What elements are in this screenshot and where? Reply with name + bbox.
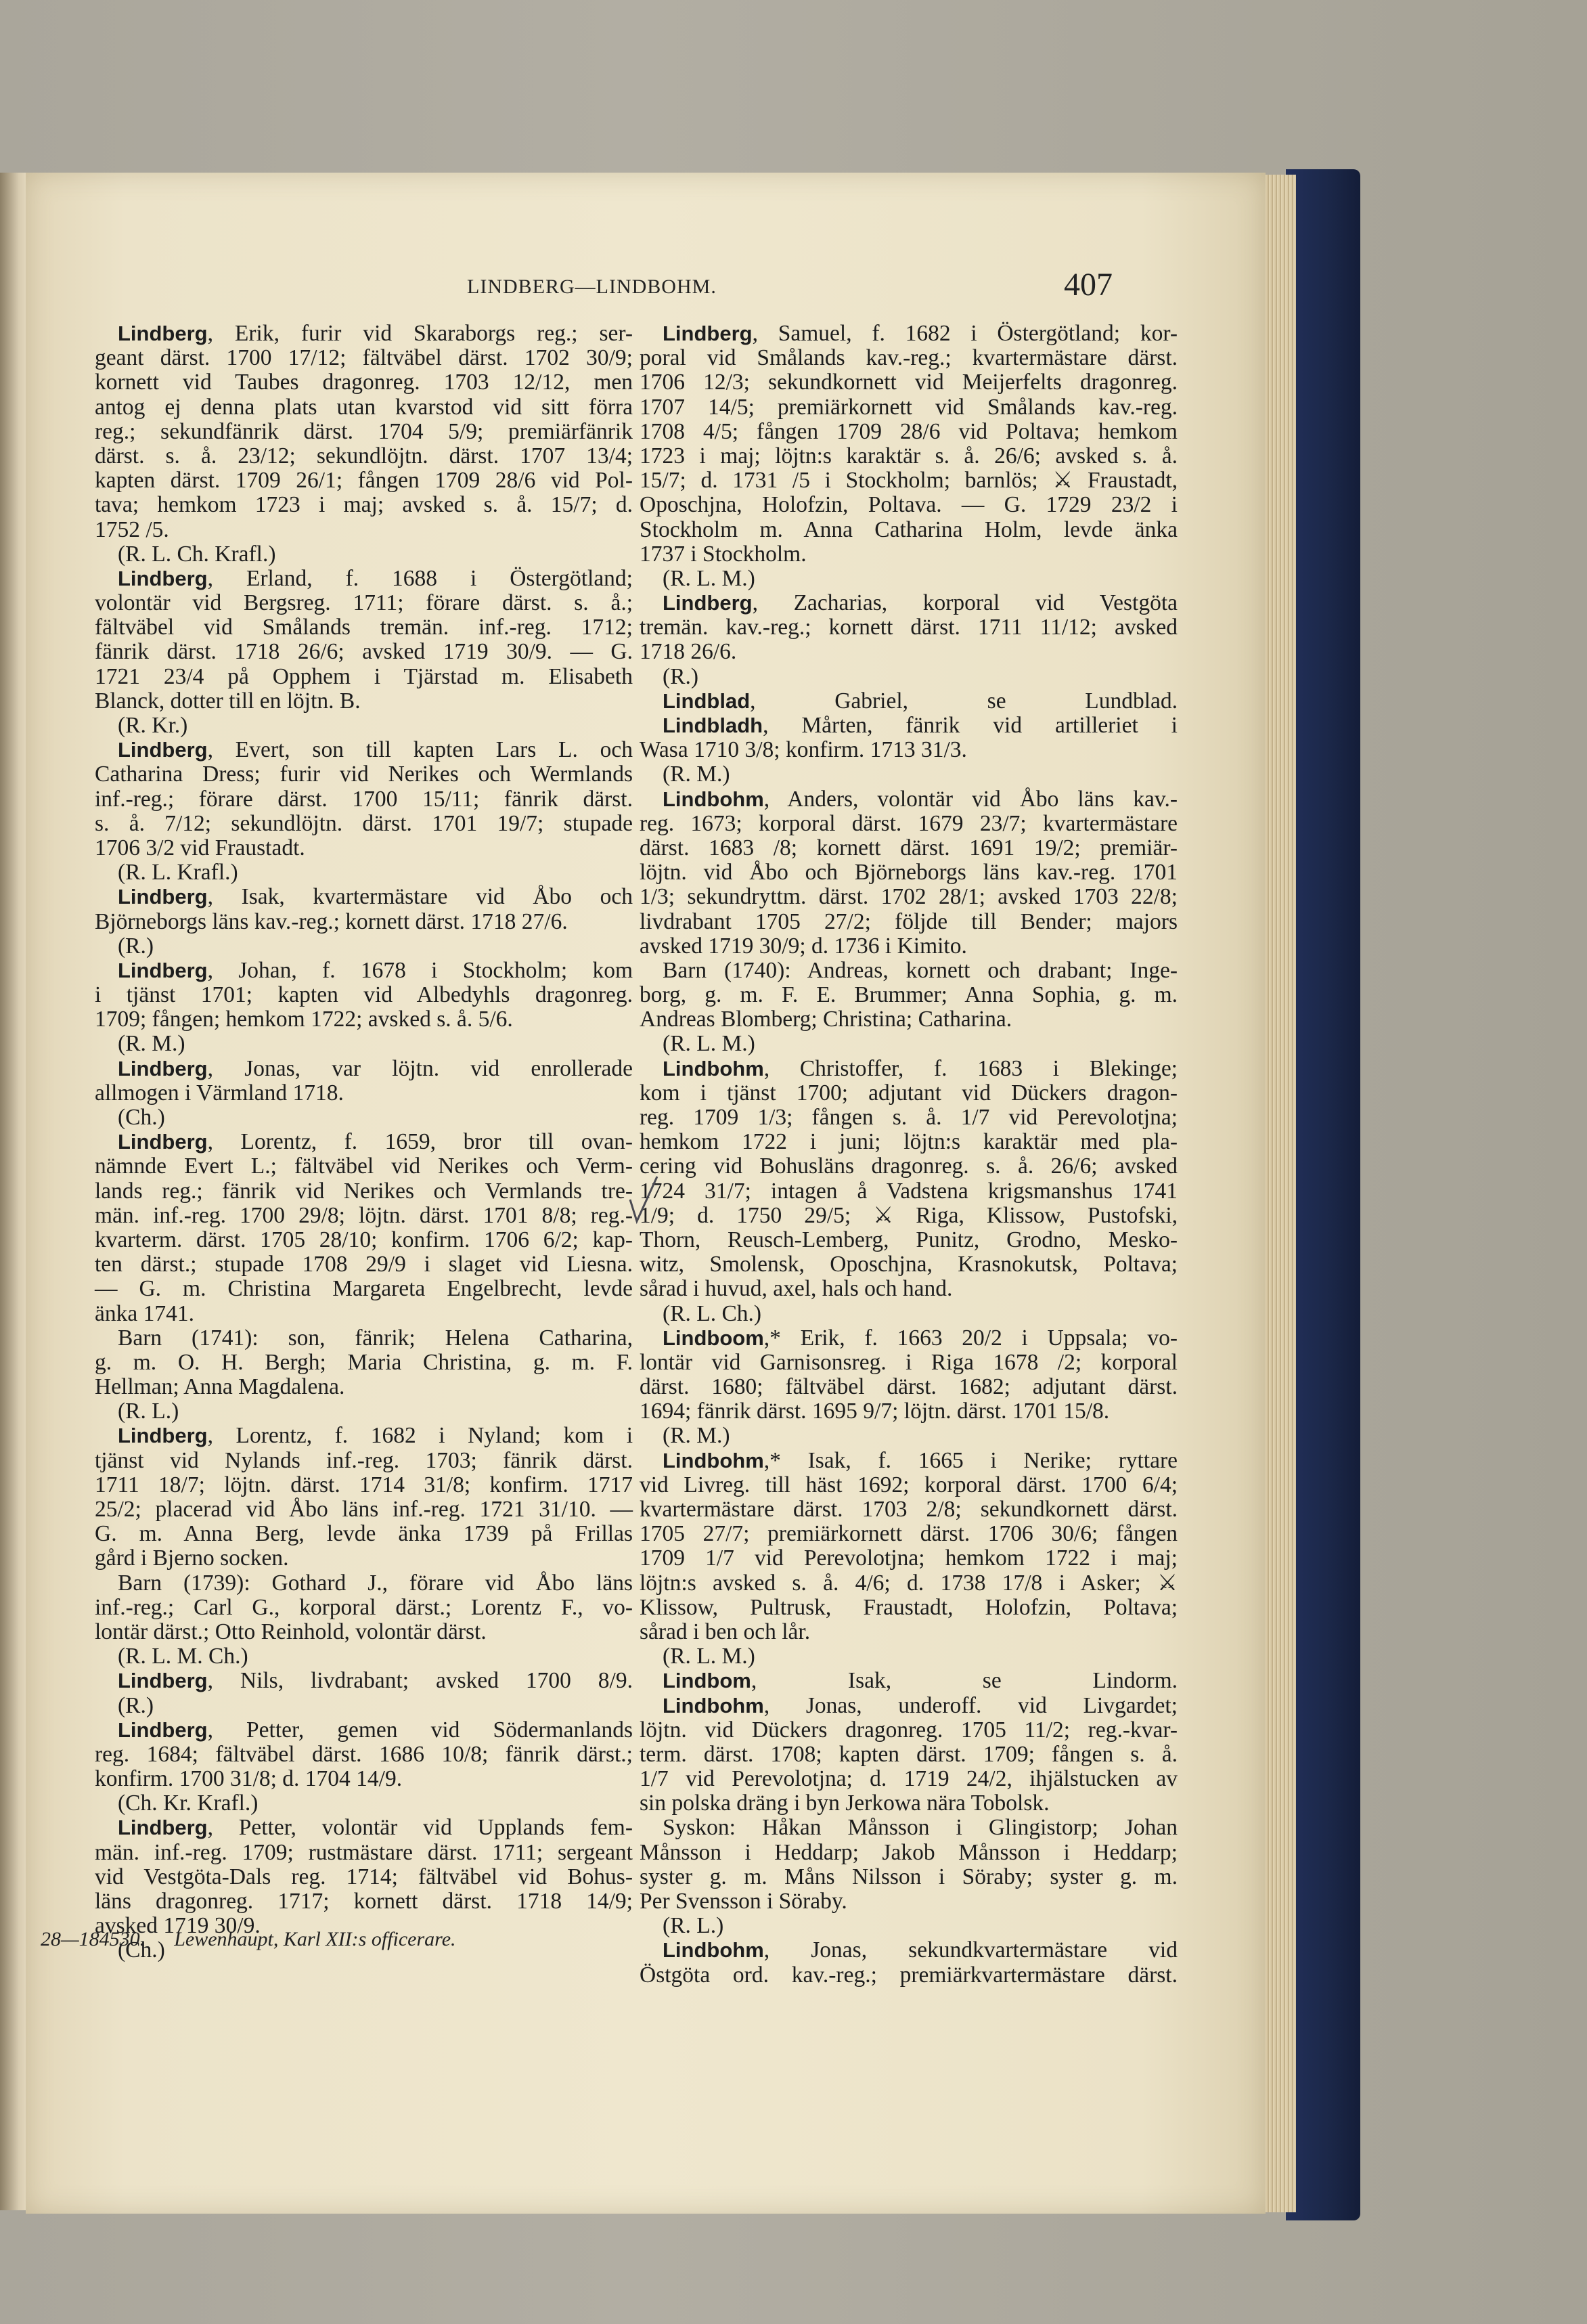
text-line: reg. 1709 1/3; fången s. å. 1/7 vid Perevolotjna; <box>640 1105 1178 1130</box>
entry-start-line: Lindberg, Petter, gemen vid Södermanlands <box>118 1717 633 1742</box>
entry-start-line: Lindberg, Petter, volontär vid Upplands fem- <box>118 1815 633 1841</box>
text-line: 1/7 vid Perevolotjna; d. 1719 24/2, ihjälstucken av <box>640 1766 1178 1792</box>
text-line: läns dragonreg. 1717; kornett därst. 1718 14/9; <box>95 1889 633 1914</box>
entry-start-line: Barn (1740): Andreas, kornett och drabant; Inge- <box>663 957 1178 983</box>
book-cover-edge <box>1286 169 1360 2220</box>
text-line: syster g. m. Måns Nilsson i Söraby; syster g. m. <box>640 1864 1178 1889</box>
text-line: 1709; fången; hemkom 1722; avsked s. å. 5/6. <box>95 1007 513 1032</box>
text-line: — G. m. Christina Margareta Engelbrecht, levde <box>95 1276 633 1302</box>
text-line: Hellman; Anna Magdalena. <box>95 1374 345 1400</box>
entry-start-line: Lindberg, Evert, son till kapten Lars L. och <box>118 737 633 763</box>
text-line: avsked 1719 30/9. <box>95 1913 261 1939</box>
entry-start-line: Lindblad, Gabriel, se Lundblad. <box>663 688 1178 714</box>
text-line: 1711 18/7; löjtn. därst. 1714 31/8; konfirm. 1717 <box>95 1472 633 1497</box>
text-line: 1/9; d. 1750 29/5; ⚔ Riga, Klissow, Pustofski, <box>640 1202 1178 1228</box>
text-line: (R. L. M.) <box>663 565 755 591</box>
text-line: Östgöta ord. kav.-reg.; premiärkvartermästare därst. <box>640 1962 1178 1988</box>
text-line: Thorn, Reusch-Lemberg, Punitz, Grodno, Mesko- <box>640 1227 1178 1252</box>
text-line: s. å. 7/12; sekundlöjtn. därst. 1701 19/7; stupade <box>95 810 633 836</box>
text-line: reg. 1673; korporal därst. 1679 23/7; kvartermästare <box>640 810 1178 836</box>
page-footer <box>41 1928 456 1951</box>
text-line: män. inf.-reg. 1700 29/8; löjtn. därst. 1701 8/8; reg.- <box>95 1202 633 1228</box>
text-line: vid Livreg. till häst 1692; korporal därst. 1700 6/4; <box>640 1472 1178 1497</box>
text-line: därst. 1683 /8; kornett därst. 1691 19/2; premiär- <box>640 835 1178 860</box>
text-line: (R. L. M.) <box>663 1031 755 1057</box>
text-line: i tjänst 1701; kapten vid Albedyhls dragonreg. <box>95 982 633 1008</box>
entry-start-line: Lindbladh, Mårten, fänrik vid artilleriet i <box>663 713 1178 738</box>
text-line: 1724 31/7; intagen å Vadstena krigsmanshus 1741 <box>640 1178 1178 1204</box>
text-line: tjänst vid Nylands inf.-reg. 1703; fänrik därst. <box>95 1447 633 1473</box>
text-line: (R. M.) <box>663 1423 730 1449</box>
text-line: 1709 1/7 vid Perevolotjna; hemkom 1722 i maj; <box>640 1545 1178 1571</box>
text-line: änka 1741. <box>95 1300 194 1326</box>
text-line: 1752 /5. <box>95 517 169 542</box>
text-line: fänrik därst. 1718 26/6; avsked 1719 30/9. — G. <box>95 639 633 665</box>
entry-start-line: Lindbom, Isak, se Lindorm. <box>663 1668 1178 1694</box>
text-line: witz, Smolensk, Oposchjna, Krasnokutsk, Poltava; <box>640 1252 1178 1277</box>
entry-start-line: Lindberg, Lorentz, f. 1682 i Nyland; kom i <box>118 1423 633 1449</box>
text-line: 1706 12/3; sekundkornett vid Meijerfelts dragonreg. <box>640 370 1178 395</box>
gutter <box>0 173 27 2210</box>
text-line: (R.) <box>118 933 154 959</box>
text-line: Catharina Dress; furir vid Nerikes och Wermlands <box>95 762 633 787</box>
text-line: (R. M.) <box>118 1031 185 1057</box>
text-line: inf.-reg.; förare därst. 1700 15/11; fänrik därst. <box>95 786 633 812</box>
entry-start-line: Lindbohm, Christoffer, f. 1683 i Blekinge; <box>663 1055 1178 1081</box>
text-line: kom i tjänst 1700; adjutant vid Dückers dragon- <box>640 1080 1178 1105</box>
text-line: G. m. Anna Berg, levde änka 1739 på Frillas <box>95 1521 633 1547</box>
text-line: lontär vid Garnisonsreg. i Riga 1678 /2; korporal <box>640 1349 1178 1375</box>
entry-start-line: Lindbohm, Jonas, underoff. vid Livgardet; <box>663 1692 1178 1718</box>
text-line: kvartermästare därst. 1703 2/8; sekundkornett därst. <box>640 1497 1178 1522</box>
text-line: 1706 3/2 vid Fraustadt. <box>95 835 305 860</box>
text-line: gård i Bjerno socken. <box>95 1545 289 1571</box>
text-line: Stockholm m. Anna Catharina Holm, levde änka <box>640 517 1178 542</box>
text-line: Oposchjna, Holofzin, Poltava. — G. 1729 23/2 i <box>640 492 1178 518</box>
text-line: allmogen i Värmland 1718. <box>95 1080 344 1105</box>
running-header <box>0 261 1587 301</box>
text-line: 25/2; placerad vid Åbo läns inf.-reg. 1721 31/10. — <box>95 1497 633 1522</box>
text-line: konfirm. 1700 31/8; d. 1704 14/9. <box>95 1766 403 1792</box>
text-line: (R. L.) <box>663 1913 724 1939</box>
entry-start-line: Lindberg, Isak, kvartermästare vid Åbo och <box>118 884 633 910</box>
entry-start-line: Lindberg, Zacharias, korporal vid Vestgöta <box>663 590 1178 616</box>
text-line: reg. 1684; fältväbel därst. 1686 10/8; fänrik därst.; <box>95 1741 633 1767</box>
entry-start-line: Lindberg, Erik, furir vid Skaraborgs reg.; ser- <box>118 321 633 346</box>
entry-start-line: Lindbohm, Anders, volontär vid Åbo läns kav.- <box>663 786 1178 812</box>
page-edges <box>1262 175 1296 2212</box>
text-line: löjtn. vid Åbo och Björneborgs läns kav.-reg. 1701 <box>640 860 1178 885</box>
text-line: Björneborgs läns kav.-reg.; kornett därst. 1718 27/6. <box>95 908 568 934</box>
source-citation: Lewenhaupt, Karl XII:s officerare. <box>174 1928 456 1950</box>
text-line: cering vid Bohusläns dragonreg. s. å. 26/6; avsked <box>640 1154 1178 1179</box>
entry-start-line: Lindberg, Nils, livdrabant; avsked 1700 8/9. <box>118 1668 633 1694</box>
entry-start-line: Lindberg, Lorentz, f. 1659, bror till ovan- <box>118 1129 633 1155</box>
text-line: Klissow, Pultrusk, Fraustadt, Holofzin, Poltava; <box>640 1594 1178 1620</box>
text-line: 1707 14/5; premiärkornett vid Smålands kav.-reg. <box>640 394 1178 420</box>
text-line: män. inf.-reg. 1709; rustmästare därst. 1711; sergeant <box>95 1839 633 1865</box>
text-line: (R.) <box>663 663 699 689</box>
text-line: Andreas Blomberg; Christina; Catharina. <box>640 1007 1012 1032</box>
text-line: inf.-reg.; Carl G., korporal därst.; Lorentz F., vo- <box>95 1594 633 1620</box>
text-line: 1694; fänrik därst. 1695 9/7; löjtn. därst. 1701 15/8. <box>640 1399 1110 1424</box>
text-line: (R. M.) <box>663 762 730 787</box>
text-line: g. m. O. H. Bergh; Maria Christina, g. m. F. <box>95 1349 633 1375</box>
text-line: 1/3; sekundryttm. därst. 1702 28/1; avsked 1703 22/8; <box>640 884 1178 910</box>
text-line: (Ch. Kr. Krafl.) <box>118 1791 259 1816</box>
text-line: Månsson i Heddarp; Jakob Månsson i Heddarp; <box>640 1839 1178 1865</box>
text-line: löjtn:s avsked s. å. 4/6; d. 1738 17/8 i Asker; ⚔ <box>640 1570 1178 1596</box>
text-line: kornett vid Taubes dragonreg. 1703 12/12, men <box>95 370 633 395</box>
text-line: lontär därst.; Otto Reinhold, volontär därst. <box>95 1619 487 1644</box>
text-line: 1723 i maj; löjtn:s karaktär s. å. 26/6; avsked s. å. <box>640 443 1178 468</box>
page-number: 407 <box>1064 267 1113 303</box>
text-line: 1718 26/6. <box>640 639 737 665</box>
text-line: (R. L. M. Ch.) <box>118 1644 248 1669</box>
entry-start-line: Lindbohm, Jonas, sekundkvartermästare vid <box>663 1937 1178 1963</box>
text-line: livdrabant 1705 27/2; följde till Bender; majors <box>640 908 1178 934</box>
text-line: därst. s. å. 23/12; sekundlöjtn. därst. 1707 13/4; <box>95 443 633 468</box>
text-line: 1705 27/7; premiärkornett därst. 1706 30/6; fången <box>640 1521 1178 1547</box>
text-line: 1708 4/5; fången 1709 28/6 vid Poltava; hemkom <box>640 418 1178 444</box>
entry-start-line: Lindberg, Jonas, var löjtn. vid enrollerade <box>118 1055 633 1081</box>
text-line: tremän. kav.-reg.; kornett därst. 1711 11/12; avsked <box>640 615 1178 640</box>
left-column <box>95 322 633 1963</box>
entry-start-line: Lindbohm,* Isak, f. 1665 i Nerike; ryttare <box>663 1447 1178 1473</box>
text-line: (R. L.) <box>118 1399 179 1424</box>
header-title: LINDBERG—LINDBOHM. <box>467 276 717 298</box>
text-line: kvarterm. därst. 1705 28/10; konfirm. 1706 6/2; kap- <box>95 1227 633 1252</box>
text-line: löjtn. vid Dückers dragonreg. 1705 11/2; reg.-kvar- <box>640 1717 1178 1742</box>
text-line: geant därst. 1700 17/12; fältväbel därst. 1702 30/9; <box>95 345 633 371</box>
text-line: (R. L. Ch.) <box>663 1300 762 1326</box>
printer-signature: 28—184530. <box>41 1928 146 1950</box>
text-line: hemkom 1722 i juni; löjtn:s karaktär med pla- <box>640 1129 1178 1155</box>
entry-start-line: Syskon: Håkan Månsson i Glingistorp; Johan <box>663 1815 1178 1841</box>
text-line: lands reg.; fänrik vid Nerikes och Vermlands tre- <box>95 1178 633 1204</box>
entry-start-line: Barn (1739): Gothard J., förare vid Åbo läns <box>118 1570 633 1596</box>
text-line: vid Vestgöta-Dals reg. 1714; fältväbel vid Bohus- <box>95 1864 633 1889</box>
text-line: Blanck, dotter till en löjtn. B. <box>95 688 361 714</box>
text-line: Wasa 1710 3/8; konfirm. 1713 31/3. <box>640 737 967 763</box>
pencil-checkmark <box>627 1172 661 1227</box>
text-line: antog ej denna plats utan kvarstod vid sitt förra <box>95 394 633 420</box>
text-line: tava; hemkom 1723 i maj; avsked s. å. 15/7; d. <box>95 492 633 518</box>
text-line: 1737 i Stockholm. <box>640 541 807 567</box>
entry-start-line: Lindberg, Erland, f. 1688 i Östergötland; <box>118 565 633 591</box>
text-line: volontär vid Bergsreg. 1711; förare därst. s. å.; <box>95 590 633 616</box>
text-line: (R. Kr.) <box>118 713 188 738</box>
text-line: (R. L. Krafl.) <box>118 860 238 885</box>
text-line: avsked 1719 30/9; d. 1736 i Kimito. <box>640 933 967 959</box>
text-line: därst. 1680; fältväbel därst. 1682; adjutant därst. <box>640 1374 1178 1400</box>
text-line: reg.; sekundfänrik därst. 1704 5/9; premiärfänrik <box>95 418 633 444</box>
text-line: fältväbel vid Smålands tremän. inf.-reg. 1712; <box>95 615 633 640</box>
entry-start-line: Lindboom,* Erik, f. 1663 20/2 i Uppsala; vo- <box>663 1325 1178 1351</box>
entry-start-line: Lindberg, Johan, f. 1678 i Stockholm; kom <box>118 957 633 983</box>
entry-start-line: Lindberg, Samuel, f. 1682 i Östergötland; kor- <box>663 321 1178 346</box>
text-line: (R. L. M.) <box>663 1644 755 1669</box>
text-line: poral vid Smålands kav.-reg.; kvartermästare därst. <box>640 345 1178 371</box>
text-line: (Ch.) <box>118 1937 165 1963</box>
text-line: 15/7; d. 1731 /5 i Stockholm; barnlös; ⚔ Fraustadt, <box>640 468 1178 494</box>
text-line: sårad i huvud, axel, hals och hand. <box>640 1276 953 1302</box>
entry-start-line: Barn (1741): son, fänrik; Helena Catharina, <box>118 1325 633 1351</box>
text-line: nämnde Evert L.; fältväbel vid Nerikes och Verm- <box>95 1154 633 1179</box>
text-line: term. därst. 1708; kapten därst. 1709; fången s. å. <box>640 1741 1178 1767</box>
text-line: 1721 23/4 på Opphem i Tjärstad m. Elisabeth <box>95 663 633 689</box>
text-line: sårad i ben och lår. <box>640 1619 811 1644</box>
text-line: (R.) <box>118 1692 154 1718</box>
text-line: ten därst.; stupade 1708 29/9 i slaget vid Liesna. <box>95 1252 633 1277</box>
text-line: (R. L. Ch. Krafl.) <box>118 541 276 567</box>
text-line: (Ch.) <box>118 1105 165 1130</box>
text-line: kapten därst. 1709 26/1; fången 1709 28/6 vid Pol- <box>95 468 633 494</box>
text-line: Per Svensson i Söraby. <box>640 1889 847 1914</box>
text-line: sin polska dräng i byn Jerkowa nära Tobolsk. <box>640 1791 1050 1816</box>
right-column <box>640 322 1178 1988</box>
text-line: borg, g. m. F. E. Brummer; Anna Sophia, g. m. <box>640 982 1178 1008</box>
